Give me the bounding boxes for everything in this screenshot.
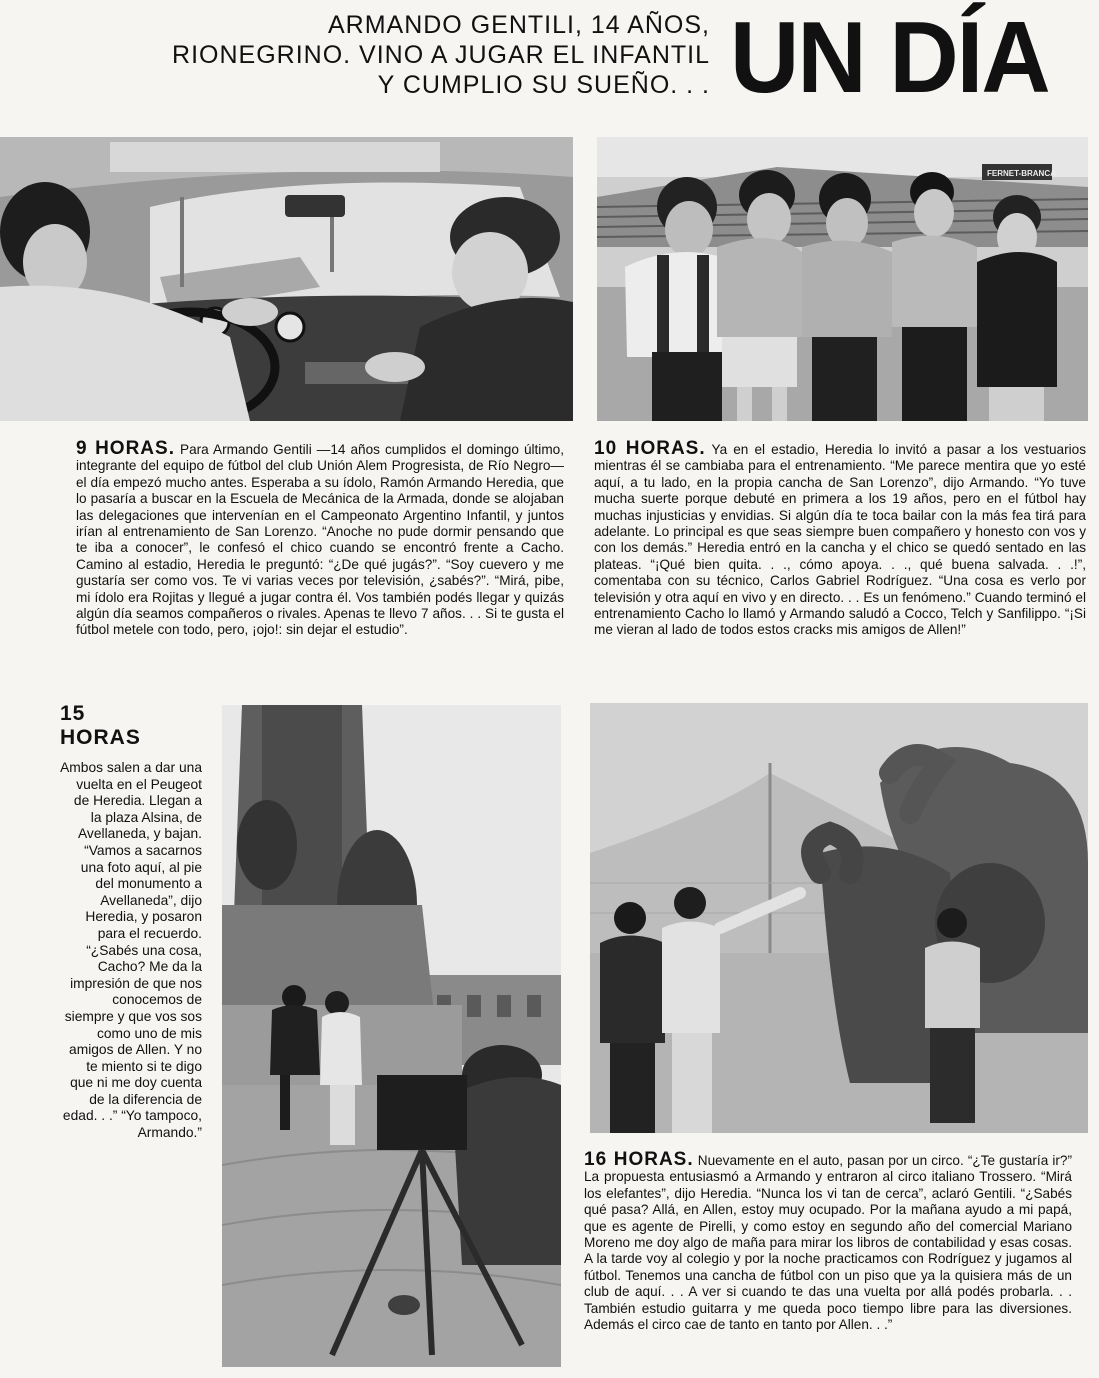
stadium-players-photo: [597, 137, 1088, 421]
monument-photo: [222, 705, 561, 1367]
header-kicker: [150, 10, 710, 100]
section-10-horas: [594, 438, 1087, 639]
section-15-text: Ambos salen a dar una vuelta en el Peugeot de Heredia. Llegan a la plaza Alsina, de Avellaneda, y bajan. “Vamos a sacarnos una foto aquí, al pie del monumento a Avellaneda”, dijo Heredia, y posaron para el recuerdo. “¿Sabés una cosa, Cacho? Me da la impresión de que nos conocemos de siempre y que vos sos como uno de mis amigos de Allen. Y no te miento si te digo que ni me doy cuenta de la diferencia de edad. . .” “Yo tampoco, Armando.”: [60, 760, 202, 1141]
section-16-horas: [584, 1149, 1073, 1333]
section-16-text: Nuevamente en el auto, pasan por un circo. “¿Te gustaría ir?” La propuesta entusiasmó a Armando y entraron al circo italiano Trossero. “Mirá los elefantes”, dijo Heredia. “Nunca los vi tan de cerca”, aclaró Gentili. “¿Sabés qué pasa? Allá, en Allen, estoy muy ocupado. Por la mañana ayudo a mi papá, que es agente de Pirelli, y como estoy en segundo año del comercial Mariano Moreno me doy algo de maña para mirar los libros de contabilidad y esas cosas. A la tarde voy al colegio y por la noche practicamos con Rodríguez y jugamos al fútbol. Tenemos una cancha de fútbol con un piso que ya la quisiera más de un club de aquí. . . A ver si cuando te das una vuelta por allá podés probarla. . . También estudio guitarra y me queda poco tiempo libre para las diversiones. Además el circo cae de tanto en tanto por Allen. . .”: [584, 1153, 1073, 1333]
section-9-text: Para Armando Gentili —14 años cumplidos el domingo último, integrante del equipo de fútbol del club Unión Alem Progresista, de Río Negro— el día empezó mucho antes. Esperaba a su ídolo, Ramón Armando Heredia, que lo pasaría a buscar en la Escuela de Mecánica de la Armada, donde se alojaban las delegaciones que intervenían en el Campeonato Argentino Infantil, y juntos irían al entrenamiento de San Lorenzo. “Anoche no pude dormir pensando que te iba a conocer”, le confesó el chico cuando se encontró frente a Cacho. Camino al estadio, Heredia le preguntó: “¿De qué jugás?”. “Soy cuevero y me gustaría ser como vos. Te vi varias veces por televisión, ¿sabés?”. “Mirá, pibe, mi ídolo era Rojitas y llegué a jugar contra él. Vos también podés llegar y quizás algún día seamos compañeros o rivales. Apenas te llevo 7 años. . . Si te gusta el fútbol metele con todo, pero, ¡ojo!: sin dejar el estudio”.: [76, 442, 564, 638]
hours-heading-9: 9 HORAS.: [76, 438, 175, 459]
hours-heading-15-number: 15: [60, 702, 86, 725]
section-9-horas: [76, 438, 564, 639]
circus-elephants-photo: [590, 703, 1088, 1133]
kicker-line-3: Y CUMPLIO SU SUEÑO. . .: [377, 71, 710, 99]
hours-heading-16: 16 HORAS.: [584, 1149, 694, 1170]
car-interior-photo: [0, 137, 573, 421]
section-10-text: Ya en el estadio, Heredia lo invitó a pasar a los vestuarios mientras él se cambiaba para el entrenamiento. “Me parece mentira que yo esté aquí, a tu lado, en la propia cancha de San Lorenzo”, dijo Armando. “Yo tuve mucha suerte porque debuté en primera a los 19 años, pero en el fútbol hay muchas injusticias y envidias. Si algún día te toca bailar con la más fea tirá para adelante. Lo principal es que seas siempre buen compañero y honesto con vos y con los demás.” Heredia entró en la cancha y el chico se quedó sentado en las plateas. “¡Qué bien quita. . ., cómo apoya. . ., qué buena salvada. . .!”, comentaba con su técnico, Carlos Gabriel Rodríguez. “Una cosa es verlo por televisión y otra aquí en vivo y en directo. . . Es un fenómeno.” Cuando terminó el entrenamiento Cacho lo llamó y Armando saludó a Cocco, Telch y Sanfilippo. “¡Si me vieran al lado de todos estos cracks mis amigos de Allen!”: [594, 442, 1087, 638]
kicker-line-1: ARMANDO GENTILI, 14 AÑOS,: [327, 11, 710, 39]
hours-heading-15-label: HORAS: [60, 726, 141, 749]
hours-heading-10: 10 HORAS.: [594, 438, 706, 459]
kicker-line-2: RIONEGRINO. VINO A JUGAR EL INFANTIL: [172, 41, 710, 69]
section-15-horas: [60, 702, 202, 1142]
headline: UN DÍA: [730, 1, 1049, 115]
billboard-text: FERNET-BRANCA: [987, 169, 1056, 178]
